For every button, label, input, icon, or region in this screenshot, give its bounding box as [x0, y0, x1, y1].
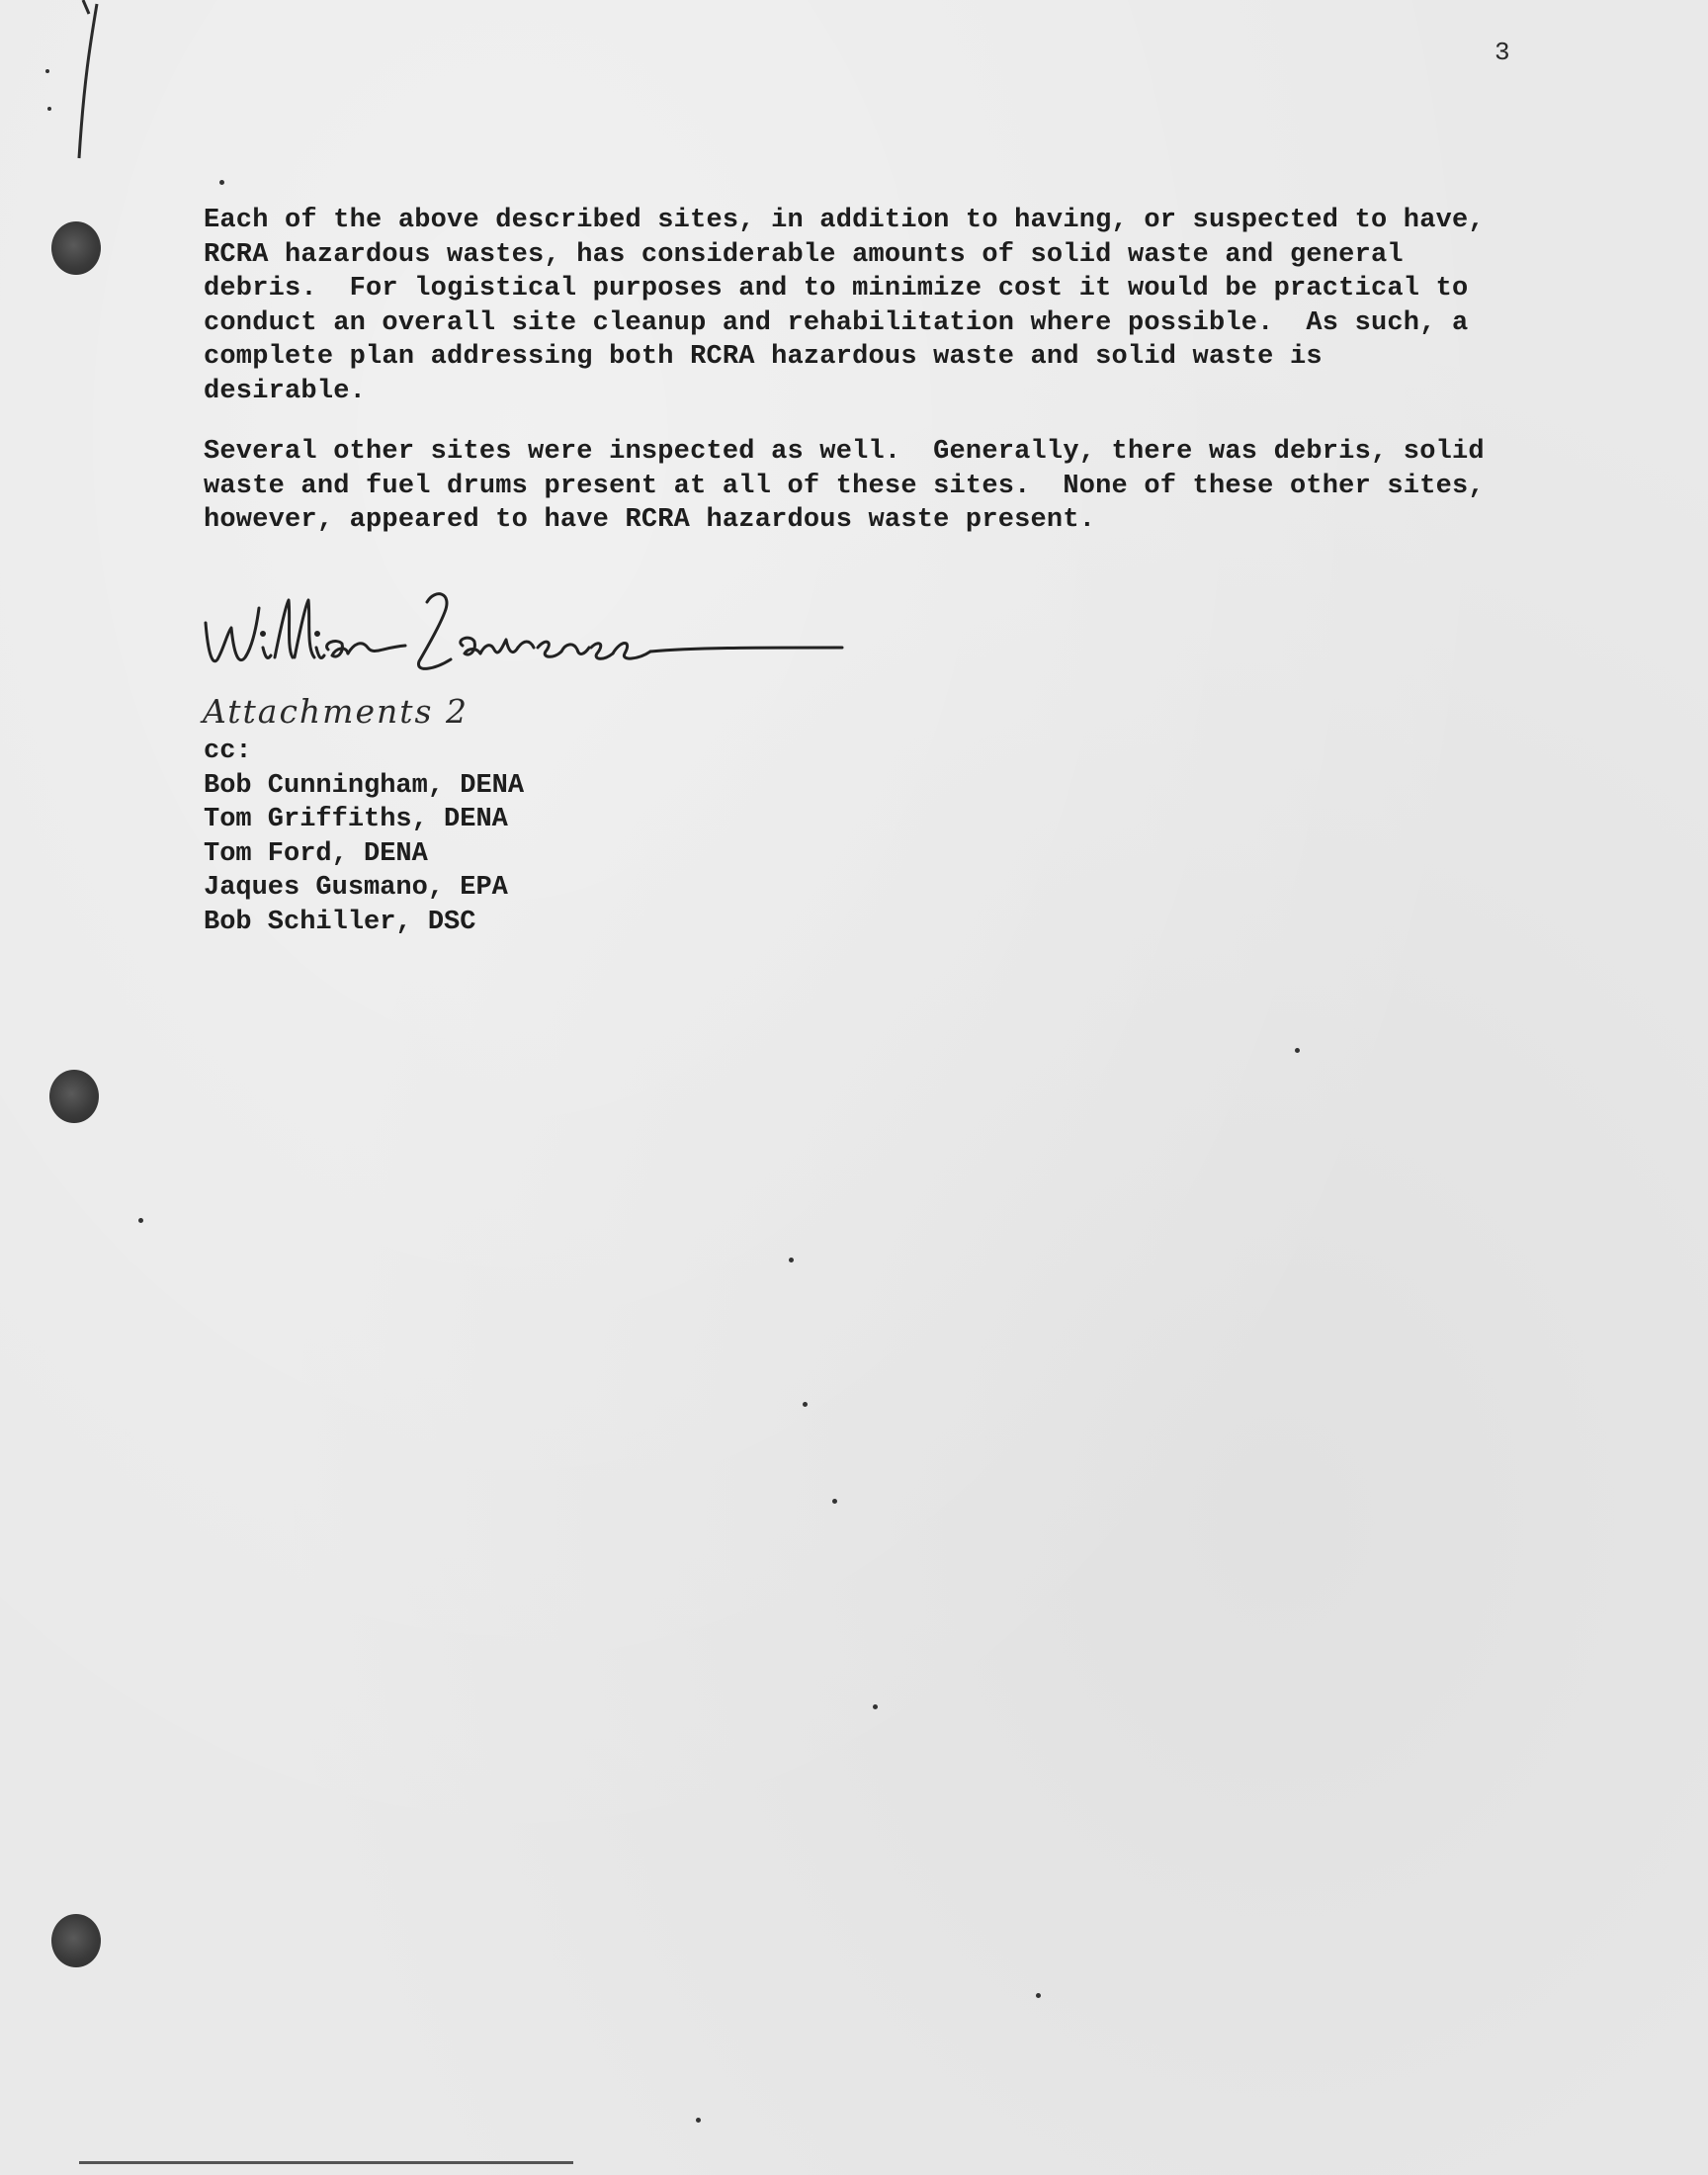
body-paragraph-1 — [204, 204, 1578, 408]
cc-recipient: Bob Schiller, DSC — [204, 907, 476, 937]
scan-speck — [873, 1704, 878, 1709]
cc-recipient: Tom Griffiths, DENA — [204, 805, 508, 834]
text-line: debris. For logistical purposes and to minimize cost it would be practical to — [204, 274, 1469, 304]
scan-speck — [138, 1218, 143, 1223]
scan-speck — [1295, 1048, 1300, 1053]
cc-list — [204, 735, 524, 939]
text-line: waste and fuel drums present at all of these sites. None of these other sites, — [204, 471, 1485, 501]
text-line: desirable. — [204, 376, 367, 406]
punch-hole-mark — [51, 1914, 101, 1967]
scan-speck — [219, 180, 224, 185]
text-line: conduct an overall site cleanup and rehabilitation where possible. As such, a — [204, 307, 1469, 338]
cc-label: cc: — [204, 737, 252, 766]
handwritten-attachments-note: Attachments 2 — [203, 692, 469, 731]
punch-hole-mark — [49, 1070, 99, 1123]
handwritten-signature — [198, 578, 850, 687]
text-line: RCRA hazardous wastes, has considerable amounts of solid waste and general — [204, 239, 1404, 270]
page-number: 3 — [1494, 38, 1510, 67]
cc-recipient: Jaques Gusmano, EPA — [204, 873, 508, 903]
text-line: Each of the above described sites, in addition to having, or suspected to have, — [204, 206, 1485, 235]
pen-stroke-mark — [40, 0, 109, 168]
scan-speck — [789, 1258, 794, 1262]
scan-speck — [803, 1402, 808, 1407]
punch-hole-mark — [51, 221, 101, 275]
text-line: however, appeared to have RCRA hazardous waste present. — [204, 505, 1096, 535]
scan-speck — [832, 1499, 837, 1504]
bottom-edge-rule — [79, 2161, 573, 2164]
cc-recipient: Bob Cunningham, DENA — [204, 770, 525, 801]
scan-speck — [1036, 1993, 1041, 1998]
cc-recipient: Tom Ford, DENA — [204, 838, 428, 869]
scan-speck — [696, 2118, 701, 2123]
text-line: Several other sites were inspected as well. Generally, there was debris, solid — [204, 437, 1485, 467]
body-paragraph-2 — [204, 435, 1578, 538]
text-line: complete plan addressing both RCRA hazardous waste and solid waste is — [204, 342, 1323, 372]
